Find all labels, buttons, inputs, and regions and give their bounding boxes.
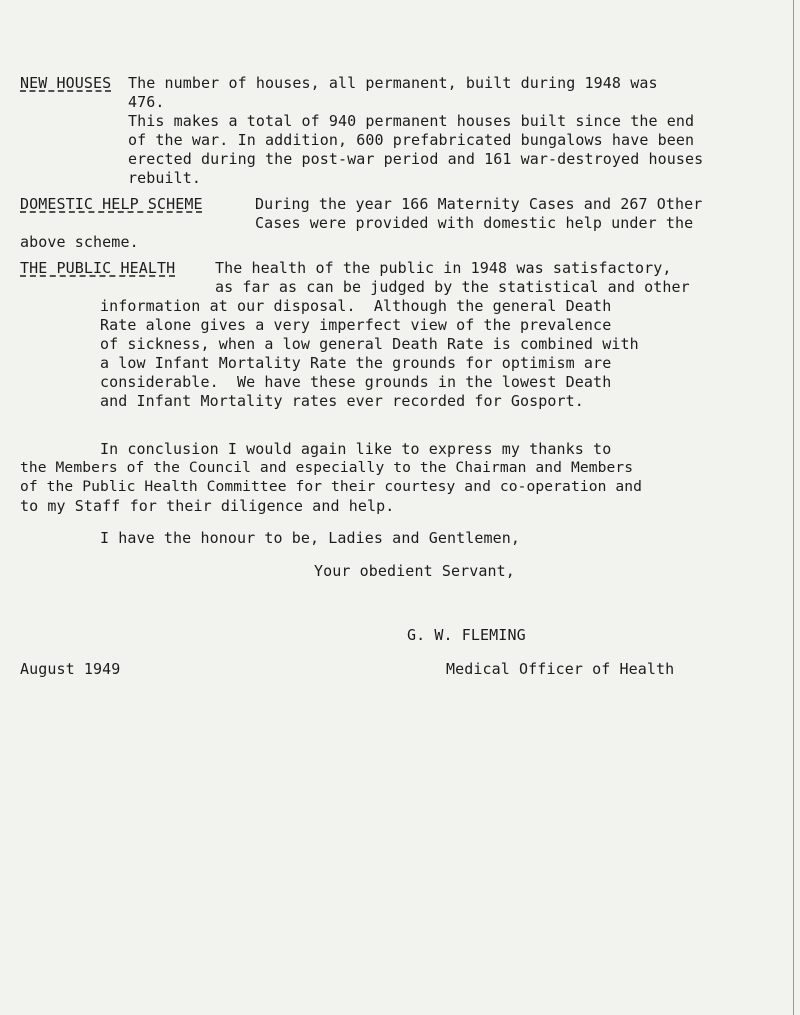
public-health-heading: THE PUBLIC HEALTH — [20, 259, 176, 277]
public-health-line: and Infant Mortality rates ever recorded for Gosport. — [100, 392, 584, 410]
new-houses-heading: NEW HOUSES — [20, 74, 112, 92]
conclusion-line: In conclusion I would again like to express my thanks to — [100, 440, 612, 458]
report-date: August 1949 — [20, 660, 121, 678]
new-houses-line: This makes a total of 940 permanent houses built since the end — [128, 112, 695, 130]
public-health-line: as far as can be judged by the statistical and other — [215, 278, 690, 296]
conclusion-line: of the Public Health Committee for their courtesy and co-operation and — [20, 478, 643, 495]
new-houses-line: of the war. In addition, 600 prefabricated bungalows have been — [128, 131, 695, 149]
new-houses-line: rebuilt. — [128, 169, 202, 187]
public-health-line: The health of the public in 1948 was satisfactory, — [215, 259, 672, 277]
domestic-help-heading: DOMESTIC HELP SCHEME — [20, 195, 203, 213]
new-houses-line: erected during the post-war period and 161 war-destroyed houses — [128, 150, 704, 168]
public-health-line: of sickness, when a low general Death Rate is combined with — [100, 335, 639, 353]
page-edge-line — [793, 0, 794, 1015]
public-health-line: considerable. We have these grounds in the lowest Death — [100, 373, 612, 391]
conclusion-line: to my Staff for their diligence and help. — [20, 497, 395, 515]
domestic-help-line: During the year 166 Maternity Cases and 267 Other — [255, 195, 703, 213]
closing-servant: Your obedient Servant, — [314, 562, 515, 580]
domestic-help-line: above scheme. — [20, 233, 139, 251]
domestic-help-line: Cases were provided with domestic help under the — [255, 214, 694, 232]
signatory-name: G. W. FLEMING — [407, 626, 526, 644]
public-health-line: information at our disposal. Although the general Death — [100, 297, 612, 315]
new-houses-line: The number of houses, all permanent, built during 1948 was — [128, 74, 658, 92]
conclusion-line: the Members of the Council and especially to the Chairman and Members — [20, 459, 634, 476]
closing-honour: I have the honour to be, Ladies and Gentlemen, — [100, 529, 521, 547]
public-health-line: Rate alone gives a very imperfect view of the prevalence — [100, 316, 612, 334]
new-houses-line: 476. — [128, 93, 165, 111]
public-health-line: a low Infant Mortality Rate the grounds for optimism are — [100, 354, 612, 372]
signatory-title: Medical Officer of Health — [446, 660, 675, 678]
